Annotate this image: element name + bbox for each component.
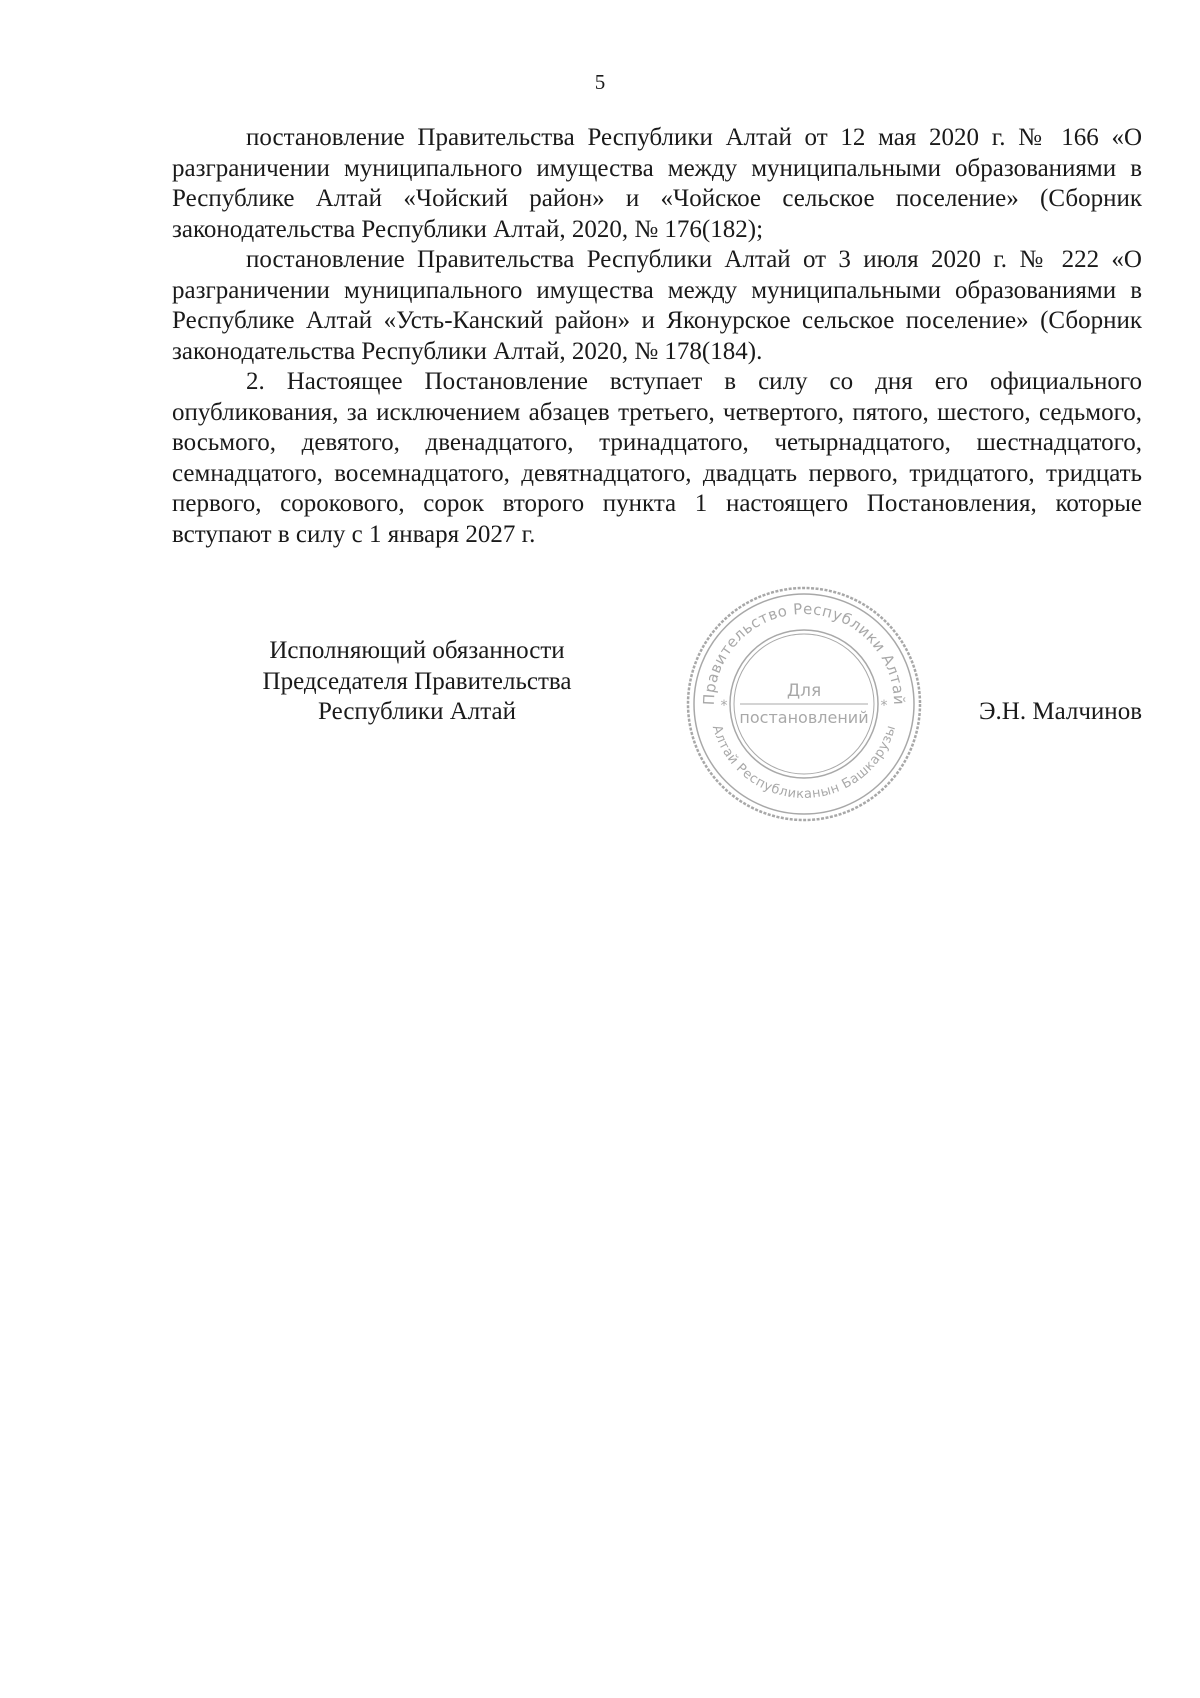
seal-star-left-icon: * [720, 698, 728, 714]
official-seal-graphic [684, 584, 924, 824]
seal-text-top: Правительство Республики Алтай [699, 599, 909, 706]
signer-position [172, 636, 662, 728]
document-body [172, 123, 1142, 550]
signer-position-line: Исполняющий обязанности [269, 637, 565, 664]
official-seal [684, 584, 924, 824]
signer-position-line: Республики Алтай [318, 698, 516, 725]
paragraph-resolution-222: постановление Правительства Республики Алтай от 3 июля 2020 г. № 222 «О разграничении муниципального имущества между муниципальными образованиями в Республике Алтай «Усть-Канский район» и Яконурское сельское поселение» (Сборник законодательства Республики Алтай, 2020, № 178(184). [172, 246, 1142, 365]
paragraph-entry-into-force: 2. Настоящее Постановление вступает в силу со дня его официального опубликования, за исключением абзацев третьего, четвертого, пятого, шестого, седьмого, восьмого, девятого, двенадцатого, тринадцатого, четырнадцатого, шестнадцатого, семнадцатого, восемнадцатого, девятнадцатого, двадцать первого, тридцатого, тридцать первого, сорокового, сорок второго пункта 1 настоящего Постановления, которые вступают в силу с 1 января 2027 г. [172, 368, 1142, 548]
signer-position-line: Председателя Правительства [262, 667, 572, 695]
signer-name: Э.Н. Малчинов [979, 698, 1142, 725]
seal-center-line-2: постановлений [739, 708, 869, 727]
page-number: 5 [594, 70, 606, 94]
seal-text-bottom: Алтай Республиканын Башкарузы [708, 723, 900, 803]
paragraph-resolution-166: постановление Правительства Республики Алтай от 12 мая 2020 г. № 166 «О разграничении муниципального имущества между муниципальными образованиями в Республике Алтай «Чойский район» и «Чойское сельское поселение» (Сборник законодательства Республики Алтай, 2020, № 176(182); [172, 124, 1142, 243]
seal-star-right-icon: * [880, 698, 888, 714]
seal-center-line-1: Для [786, 681, 822, 701]
signature-block [172, 636, 1142, 756]
